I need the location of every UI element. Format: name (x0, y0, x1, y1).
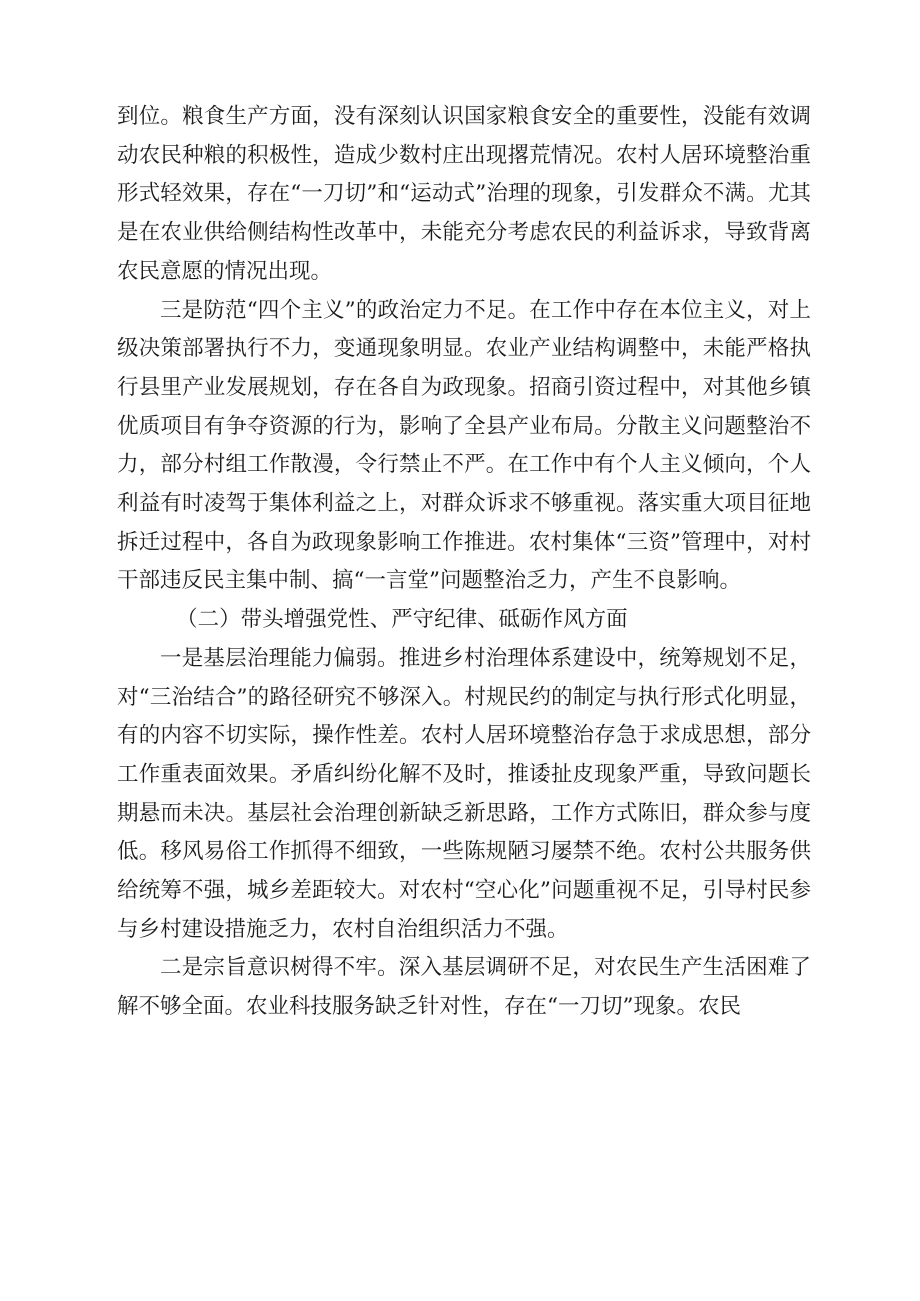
section-heading: （二）带头增强党性、严守纪律、砥砺作风方面 (176, 607, 628, 633)
document-body (117, 98, 811, 1027)
paragraph-purpose-awareness: 二是宗旨意识树得不牢。深入基层调研不足，对农民生产生活困难了解不够全面。农业科技服务缺乏针对性，存在“一刀切”现象。农民 (117, 955, 811, 1020)
paragraph-four-isms: 三是防范“四个主义”的政治定力不足。在工作中存在本位主义，对上级决策部署执行不力，变通现象明显。农业产业结构调整中，未能严格执行县里产业发展规划，存在各自为政现象。招商引资过程中，对其他乡镇优质项目有争夺资源的行为，影响了全县产业布局。分散主义问题整治不力，部分村组工作散漫，令行禁止不严。在工作中有个人主义倾向，个人利益有时凌驾于集体利益之上，对群众诉求不够重视。落实重大项目征地拆迁过程中，各自为政现象影响工作推进。农村集体“三资”管理中，对村干部违反民主集中制、搞“一言堂”问题整治乏力，产生不良影响。 (117, 297, 811, 594)
paragraph-continuation: 到位。粮食生产方面，没有深刻认识国家粮食安全的重要性，没能有效调动农民种粮的积极性，造成少数村庄出现撂荒情况。农村人居环境整治重形式轻效果，存在“一刀切”和“运动式”治理的现象，引发群众不满。尤其是在农业供给侧结构性改革中，未能充分考虑农民的利益诉求，导致背离农民意愿的情况出现。 (117, 104, 811, 284)
paragraph-grassroots-governance: 一是基层治理能力偏弱。推进乡村治理体系建设中，统筹规划不足，对“三治结合”的路径研究不够深入。村规民约的制定与执行形式化明显，有的内容不切实际，操作性差。农村人居环境整治存急于求成思想，部分工作重表面效果。矛盾纠纷化解不及时，推诿扯皮现象严重，导致问题长期悬而未决。基层社会治理创新缺乏新思路，工作方式陈旧，群众参与度低。移风易俗工作抓得不细致，一些陈规陋习屡禁不绝。农村公共服务供给统筹不强，城乡差距较大。对农村“空心化”问题重视不足，引导村民参与乡村建设措施乏力，农村自治组织活力不强。 (117, 645, 811, 942)
